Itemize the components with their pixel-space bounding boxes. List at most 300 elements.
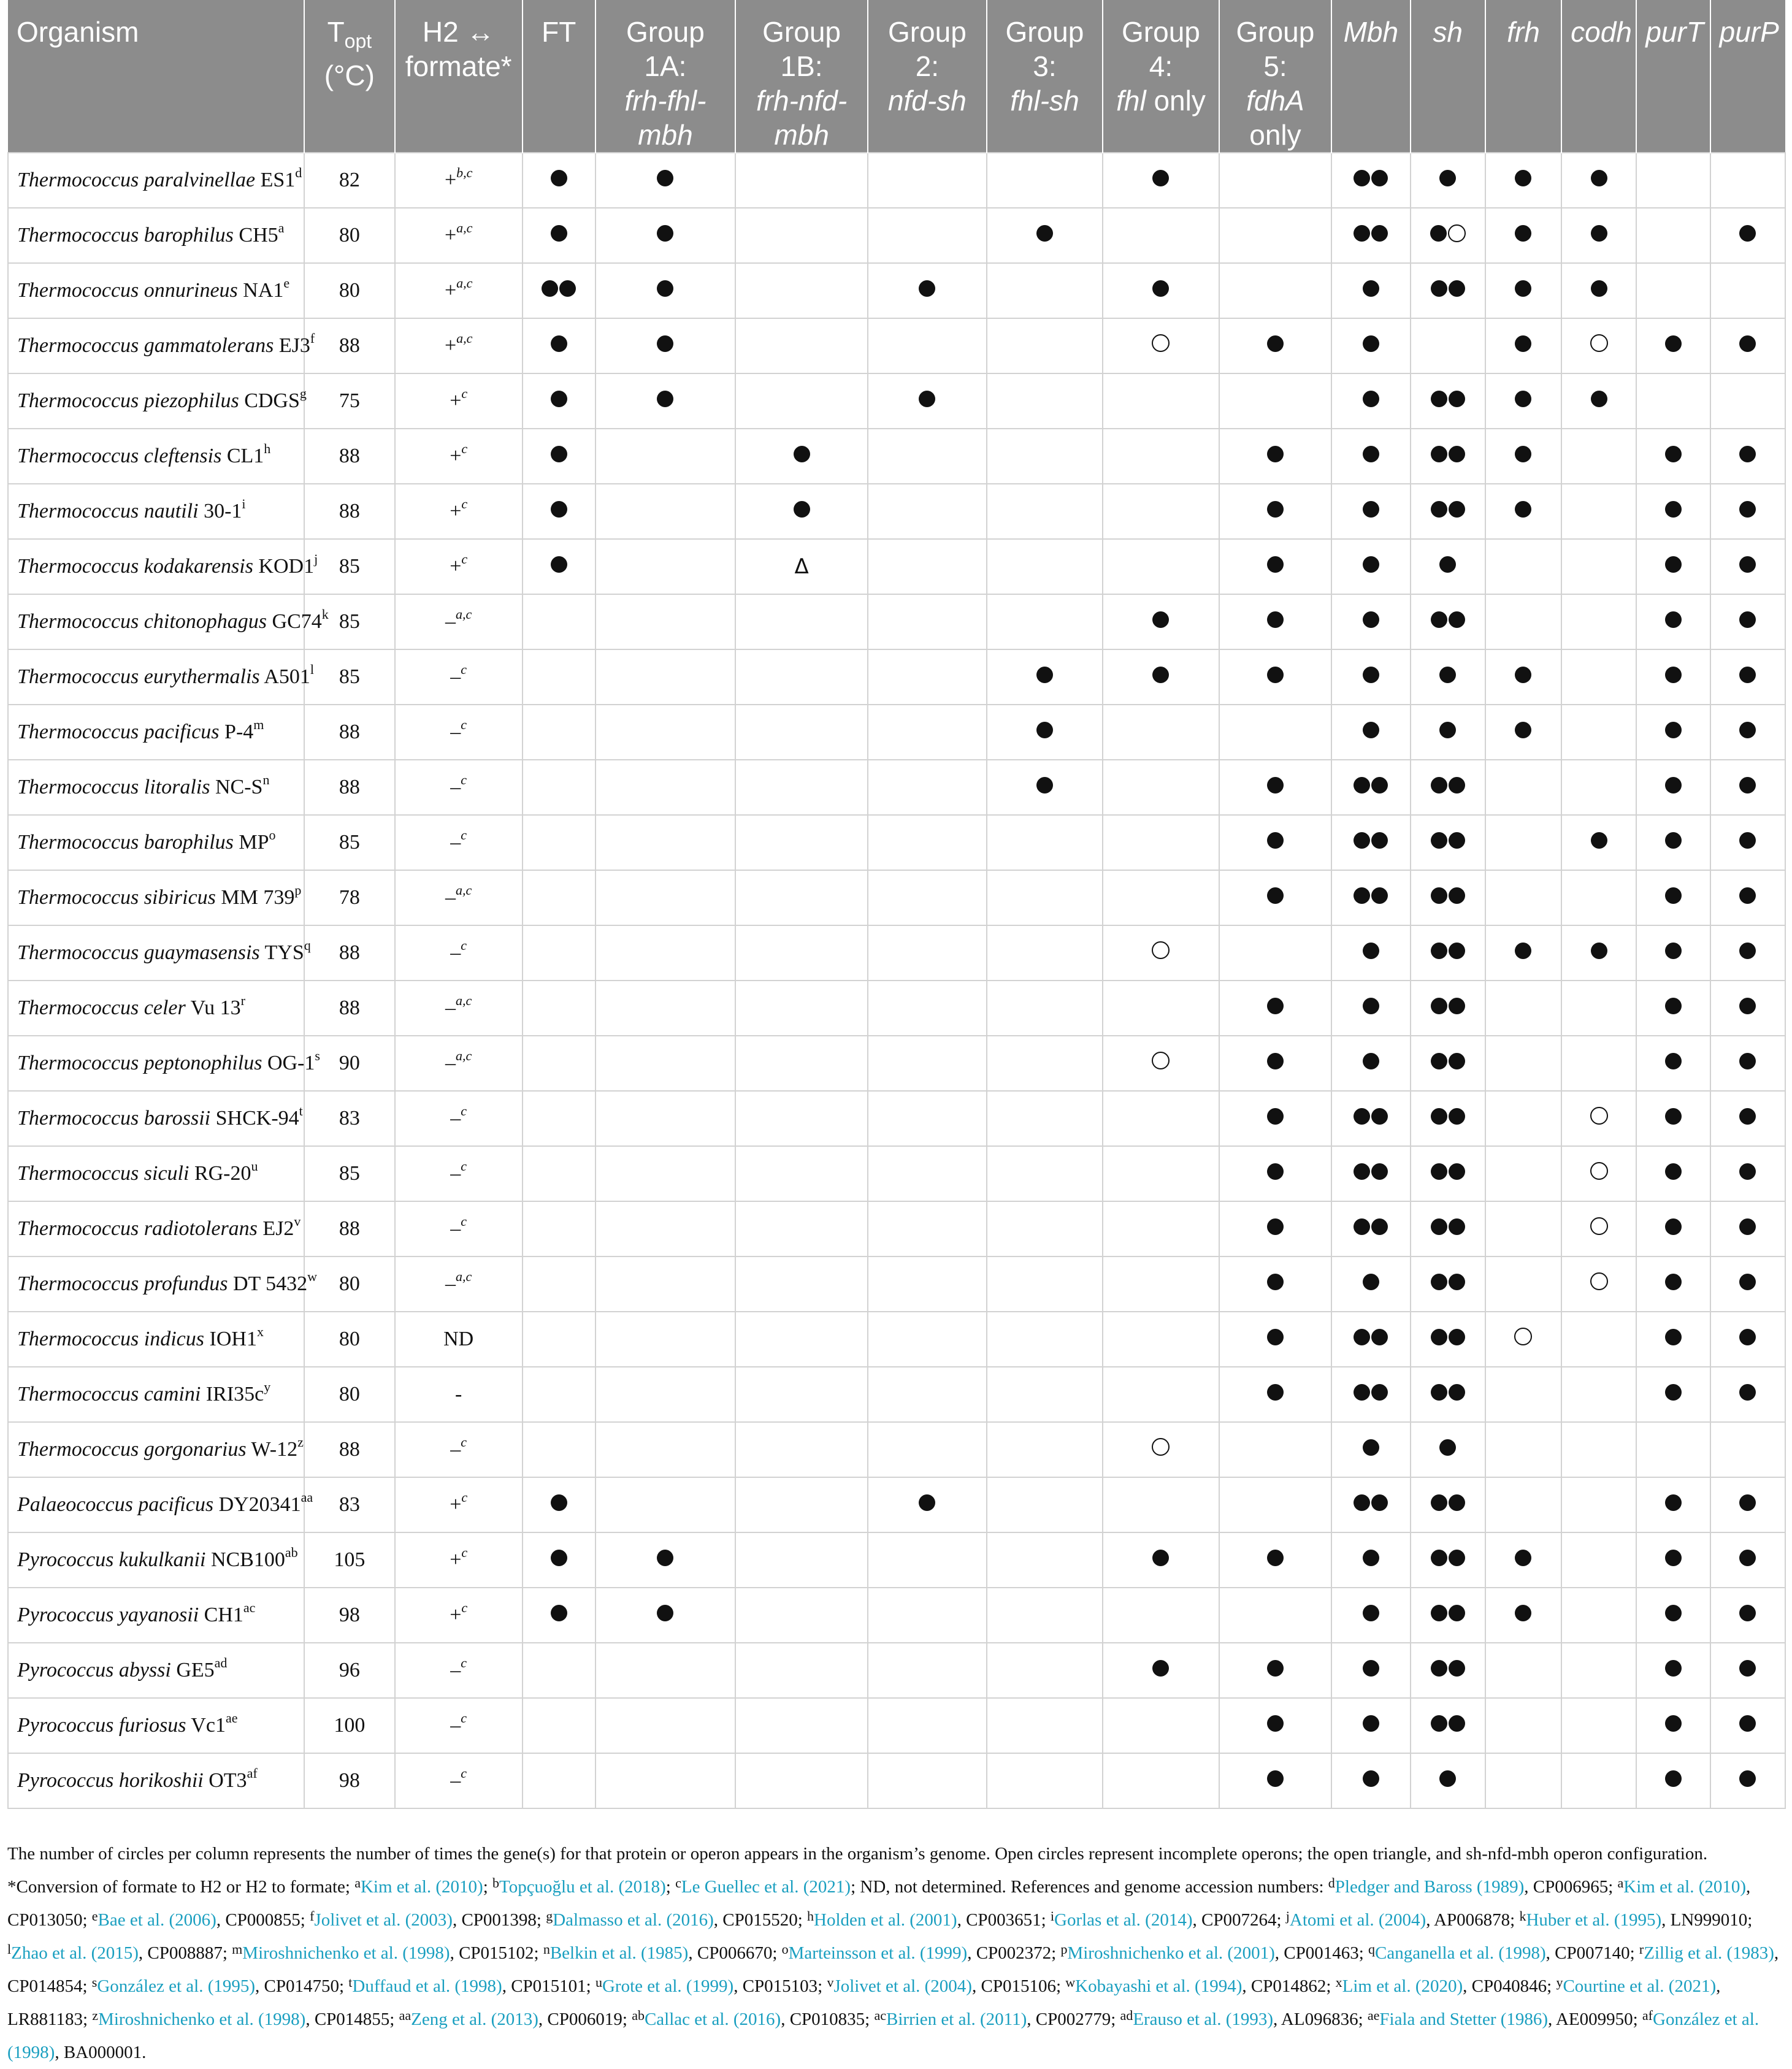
filled-circle-icon bbox=[551, 1550, 567, 1566]
reference-superscript: n bbox=[262, 772, 270, 787]
table-footnotes bbox=[7, 1837, 1783, 2069]
filled-circle-icon bbox=[1371, 1163, 1388, 1180]
cell-mbh bbox=[1331, 1477, 1410, 1532]
table-row bbox=[8, 594, 1785, 649]
marker-group bbox=[1354, 170, 1388, 186]
footnote-superscript: w bbox=[1065, 1975, 1076, 1990]
marker-group bbox=[794, 446, 810, 462]
organism-binomial: Thermococcus chitonophagus bbox=[17, 610, 267, 633]
marker-group bbox=[1665, 722, 1682, 738]
citation-link[interactable]: Lim et al. (2020) bbox=[1342, 1976, 1463, 1996]
reference-superscript: ab bbox=[285, 1545, 298, 1560]
footnote-text: , AP006878; bbox=[1426, 1910, 1520, 1930]
citation-link[interactable]: Jolivet et al. (2004) bbox=[833, 1976, 972, 1996]
cell-group-2 bbox=[868, 539, 987, 594]
conversion-superscript: c bbox=[461, 1103, 467, 1119]
cell-group-1b bbox=[735, 263, 868, 318]
filled-circle-icon bbox=[1267, 335, 1284, 352]
filled-circle-icon bbox=[1371, 1218, 1388, 1235]
cell-group-5 bbox=[1219, 208, 1331, 263]
filled-circle-icon bbox=[1515, 446, 1531, 462]
organism-binomial: Thermococcus indicus bbox=[17, 1328, 205, 1350]
reference-superscript: o bbox=[269, 827, 276, 843]
marker-group bbox=[1431, 611, 1465, 628]
cell-sh bbox=[1411, 1532, 1485, 1588]
filled-circle-icon bbox=[1515, 943, 1531, 959]
citation-link[interactable]: Kim et al. (2010) bbox=[360, 1877, 483, 1897]
marker-group bbox=[1665, 1053, 1682, 1069]
citation-link[interactable]: Topçuoğlu et al. (2018) bbox=[499, 1877, 666, 1897]
cell-group-1a bbox=[595, 429, 735, 484]
cell-group-1b bbox=[735, 1643, 868, 1698]
organism-cell bbox=[8, 1146, 304, 1201]
marker-group bbox=[657, 1605, 673, 1621]
footnote-text: , CP007264; bbox=[1192, 1910, 1286, 1930]
filled-circle-icon bbox=[1739, 1550, 1756, 1566]
cell-frh bbox=[1485, 594, 1561, 649]
header-row bbox=[8, 0, 1785, 153]
cell-mbh bbox=[1331, 373, 1410, 429]
organism-cell bbox=[8, 263, 304, 318]
cell-frh bbox=[1485, 870, 1561, 925]
cell-group-3 bbox=[987, 318, 1103, 373]
cell-purt bbox=[1636, 1091, 1710, 1146]
conversion-cell bbox=[395, 1643, 523, 1698]
filled-circle-icon bbox=[1591, 170, 1607, 186]
topt-cell: 88 bbox=[304, 981, 395, 1036]
conversion-value: – bbox=[445, 1272, 456, 1295]
table-row bbox=[8, 870, 1785, 925]
filled-circle-icon bbox=[1665, 611, 1682, 628]
cell-ft bbox=[523, 429, 595, 484]
citation-link[interactable]: Marteinsson et al. (1999) bbox=[788, 1943, 968, 1963]
filled-circle-icon bbox=[1665, 1494, 1682, 1511]
reference-superscript: ad bbox=[214, 1655, 228, 1670]
organism-binomial: Thermococcus barophilus bbox=[17, 224, 234, 247]
conversion-cell bbox=[395, 429, 523, 484]
cell-group-5 bbox=[1219, 1643, 1331, 1698]
cell-group-5 bbox=[1219, 153, 1331, 208]
cell-group-4 bbox=[1103, 1588, 1219, 1643]
table-row bbox=[8, 1036, 1785, 1091]
citation-link[interactable]: González et al. (1998) bbox=[7, 2010, 1759, 2062]
cell-group-1b bbox=[735, 1698, 868, 1753]
footnote-superscript: z bbox=[92, 2008, 99, 2023]
marker-group bbox=[1354, 777, 1388, 794]
citation-link[interactable]: Courtine et al. (2021) bbox=[1563, 1976, 1717, 1996]
citation-link[interactable]: Fiala and Stetter (1986) bbox=[1379, 2010, 1549, 2029]
conversion-value: + bbox=[450, 1604, 462, 1626]
cell-codh bbox=[1561, 981, 1636, 1036]
filled-circle-icon bbox=[1354, 1163, 1370, 1180]
cell-group-3 bbox=[987, 1146, 1103, 1201]
cell-purp bbox=[1710, 318, 1785, 373]
table-row bbox=[8, 373, 1785, 429]
organism-cell bbox=[8, 870, 304, 925]
citation-link[interactable]: Miroshnichenko et al. (1998) bbox=[98, 2010, 306, 2029]
cell-group-1a bbox=[595, 1201, 735, 1256]
cell-group-2 bbox=[868, 760, 987, 815]
cell-group-2 bbox=[868, 1146, 987, 1201]
conversion-value: – bbox=[450, 1769, 461, 1792]
citation-link[interactable]: Miroshnichenko et al. (2001) bbox=[1067, 1943, 1275, 1963]
filled-circle-icon bbox=[1515, 722, 1531, 738]
table-row bbox=[8, 925, 1785, 981]
footnote-superscript: v bbox=[827, 1975, 834, 1990]
marker-group bbox=[1431, 1550, 1465, 1566]
marker-group bbox=[1515, 225, 1531, 242]
filled-circle-icon bbox=[1363, 556, 1379, 573]
cell-group-1a bbox=[595, 1367, 735, 1422]
marker-group bbox=[1363, 1274, 1379, 1290]
citation-link[interactable]: Zillig et al. (1983) bbox=[1644, 1943, 1774, 1963]
cell-mbh bbox=[1331, 1146, 1410, 1201]
filled-circle-icon bbox=[1431, 1163, 1447, 1180]
conversion-cell bbox=[395, 1312, 523, 1367]
citation-link[interactable]: Belkin et al. (1985) bbox=[549, 1943, 689, 1963]
footnote-text: , LN999010; bbox=[1661, 1910, 1753, 1930]
filled-circle-icon bbox=[1363, 1274, 1379, 1290]
filled-circle-icon bbox=[1267, 446, 1284, 462]
marker-group bbox=[657, 391, 673, 407]
conversion-superscript: a,c bbox=[456, 275, 473, 291]
citation-link[interactable]: Kobayashi et al. (1994) bbox=[1075, 1976, 1243, 1996]
organism-cell bbox=[8, 318, 315, 373]
cell-mbh bbox=[1331, 1532, 1410, 1588]
cell-group-5 bbox=[1219, 1036, 1331, 1091]
citation-link[interactable]: Kim et al. (2010) bbox=[1623, 1877, 1747, 1897]
cell-purp bbox=[1710, 484, 1785, 539]
filled-circle-icon bbox=[1431, 611, 1447, 628]
cell-sh bbox=[1411, 1091, 1485, 1146]
cell-frh bbox=[1485, 760, 1561, 815]
cell-group-5 bbox=[1219, 649, 1331, 705]
cell-group-4 bbox=[1103, 373, 1219, 429]
footnote-superscript: e bbox=[91, 1908, 98, 1924]
cell-group-5 bbox=[1219, 981, 1331, 1036]
cell-purt bbox=[1636, 1146, 1710, 1201]
marker-group bbox=[1267, 446, 1284, 462]
filled-circle-icon bbox=[1739, 832, 1756, 849]
cell-purt bbox=[1636, 1643, 1710, 1698]
cell-group-1b bbox=[735, 760, 868, 815]
cell-purp bbox=[1710, 1477, 1785, 1532]
conversion-superscript: c bbox=[461, 1655, 467, 1670]
citation-link[interactable]: Holden et al. (2001) bbox=[814, 1910, 957, 1930]
citation-link[interactable]: Atomi et al. (2004) bbox=[1289, 1910, 1426, 1930]
marker-group bbox=[1515, 943, 1531, 959]
organism-strain: IRI35c bbox=[201, 1383, 264, 1405]
organism-binomial: Thermococcus cleftensis bbox=[17, 445, 222, 467]
marker-group bbox=[1739, 943, 1756, 959]
citation-link[interactable]: Miroshnichenko et al. (1998) bbox=[242, 1943, 450, 1963]
cell-frh bbox=[1485, 1091, 1561, 1146]
citation-link[interactable]: Bae et al. (2006) bbox=[98, 1910, 216, 1930]
cell-purp bbox=[1710, 1698, 1785, 1753]
marker-group bbox=[1431, 887, 1465, 904]
citation-link[interactable]: Zhao et al. (2015) bbox=[11, 1943, 139, 1963]
organism-strain: SHCK-94 bbox=[210, 1107, 299, 1130]
marker-group bbox=[1431, 501, 1465, 518]
filled-circle-icon bbox=[551, 170, 567, 186]
cell-group-3 bbox=[987, 208, 1103, 263]
filled-circle-icon bbox=[1267, 777, 1284, 794]
organism-cell bbox=[8, 760, 304, 815]
filled-circle-icon bbox=[1267, 667, 1284, 683]
footnote-superscript: ac bbox=[874, 2008, 887, 2023]
marker-group bbox=[1665, 1550, 1682, 1566]
citation-link[interactable]: Erauso et al. (1993) bbox=[1133, 2010, 1274, 2029]
citation-link[interactable]: Dalmasso et al. (2016) bbox=[553, 1910, 714, 1930]
filled-circle-icon bbox=[1665, 1108, 1682, 1125]
marker-group bbox=[1739, 777, 1756, 794]
citation-link[interactable]: Callac et al. (2016) bbox=[644, 2010, 781, 2029]
cell-group-4 bbox=[1103, 760, 1219, 815]
cell-group-5 bbox=[1219, 925, 1331, 981]
marker-group bbox=[1665, 611, 1682, 628]
cell-sh bbox=[1411, 925, 1485, 981]
conversion-value: – bbox=[445, 996, 456, 1019]
conversion-superscript: c bbox=[461, 1710, 467, 1726]
marker-group bbox=[1152, 611, 1169, 628]
cell-group-4 bbox=[1103, 1753, 1219, 1808]
marker-group bbox=[1739, 446, 1756, 462]
citation-link[interactable]: Zeng et al. (2013) bbox=[411, 2010, 538, 2029]
cell-group-2 bbox=[868, 1477, 987, 1532]
table-row bbox=[8, 1091, 1785, 1146]
citation-link[interactable]: Duffaud et al. (1998) bbox=[352, 1976, 502, 1996]
topt-cell: 98 bbox=[304, 1753, 395, 1808]
cell-group-1a bbox=[595, 649, 735, 705]
col-header-purp: purP bbox=[1710, 0, 1785, 153]
cell-codh bbox=[1561, 1532, 1636, 1588]
cell-sh bbox=[1411, 760, 1485, 815]
marker-group bbox=[1739, 1660, 1756, 1677]
marker-group bbox=[1152, 941, 1170, 959]
cell-group-5 bbox=[1219, 1753, 1331, 1808]
marker-group bbox=[1431, 1053, 1465, 1069]
marker-group bbox=[1739, 225, 1756, 242]
conversion-superscript: a,c bbox=[456, 993, 472, 1008]
filled-circle-icon bbox=[1665, 1218, 1682, 1235]
cell-purt bbox=[1636, 429, 1710, 484]
organism-binomial: Thermococcus pacificus bbox=[17, 721, 220, 743]
col-header-ft: FT bbox=[523, 0, 595, 153]
marker-group bbox=[551, 1605, 567, 1621]
table-row bbox=[8, 539, 1785, 594]
conversion-value: – bbox=[450, 1714, 461, 1737]
cell-purt bbox=[1636, 153, 1710, 208]
cell-group-1a bbox=[595, 1477, 735, 1532]
reference-superscript: aa bbox=[301, 1490, 313, 1505]
open-circle-icon bbox=[1152, 941, 1170, 959]
cell-group-4 bbox=[1103, 429, 1219, 484]
topt-cell: 85 bbox=[304, 539, 395, 594]
footnote-text: , CP001398; bbox=[452, 1910, 546, 1930]
col-header-group-3: Group 3: fhl-sh bbox=[987, 0, 1103, 153]
filled-circle-icon bbox=[1739, 943, 1756, 959]
cell-ft bbox=[523, 1036, 595, 1091]
filled-circle-icon bbox=[1449, 1550, 1465, 1566]
cell-purp bbox=[1710, 981, 1785, 1036]
cell-codh bbox=[1561, 1477, 1636, 1532]
table-row bbox=[8, 1753, 1785, 1808]
cell-mbh bbox=[1331, 760, 1410, 815]
marker-group bbox=[1267, 335, 1284, 352]
filled-circle-icon bbox=[1431, 1605, 1447, 1621]
cell-codh bbox=[1561, 1312, 1636, 1367]
filled-circle-icon bbox=[794, 446, 810, 462]
cell-purt bbox=[1636, 484, 1710, 539]
cell-frh bbox=[1485, 263, 1561, 318]
footnote-superscript: c bbox=[675, 1875, 681, 1891]
citation-link[interactable]: Le Guellec et al. (2021) bbox=[681, 1877, 851, 1897]
table-row bbox=[8, 263, 1785, 318]
marker-group bbox=[1036, 667, 1053, 683]
cell-codh bbox=[1561, 373, 1636, 429]
filled-circle-icon bbox=[1267, 1218, 1284, 1235]
topt-cell: 80 bbox=[304, 208, 395, 263]
reference-superscript: f bbox=[310, 331, 315, 346]
footnote-text: , CP015102; bbox=[450, 1943, 543, 1963]
cell-group-1a bbox=[595, 815, 735, 870]
organism-cell bbox=[8, 373, 307, 429]
marker-group bbox=[1267, 1108, 1284, 1125]
citation-link[interactable]: Jolivet et al. (2003) bbox=[314, 1910, 453, 1930]
cell-codh bbox=[1561, 705, 1636, 760]
marker-group bbox=[657, 225, 673, 242]
cell-group-5 bbox=[1219, 760, 1331, 815]
cell-codh bbox=[1561, 1643, 1636, 1698]
organism-strain: KOD1 bbox=[253, 555, 315, 578]
citation-link[interactable]: Huber et al. (1995) bbox=[1526, 1910, 1662, 1930]
cell-sh bbox=[1411, 1422, 1485, 1477]
organism-strain: Vu 13 bbox=[185, 996, 241, 1019]
organism-strain: Vc1 bbox=[186, 1714, 226, 1737]
marker-group bbox=[1739, 335, 1756, 352]
filled-circle-icon bbox=[1431, 501, 1447, 518]
cell-purt bbox=[1636, 760, 1710, 815]
citation-link[interactable]: González et al. (1995) bbox=[97, 1976, 256, 1996]
table-row bbox=[8, 705, 1785, 760]
table-body bbox=[8, 153, 1785, 1808]
marker-group bbox=[1354, 1494, 1388, 1511]
cell-mbh bbox=[1331, 1753, 1410, 1808]
filled-circle-icon bbox=[1152, 611, 1169, 628]
cell-group-3 bbox=[987, 1256, 1103, 1312]
marker-group bbox=[1363, 611, 1379, 628]
cell-purt bbox=[1636, 1201, 1710, 1256]
marker-group bbox=[1515, 446, 1531, 462]
filled-circle-icon bbox=[1665, 1715, 1682, 1732]
cell-frh bbox=[1485, 1256, 1561, 1312]
marker-group bbox=[1431, 943, 1465, 959]
conversion-superscript: c bbox=[461, 1490, 468, 1505]
cell-sh bbox=[1411, 705, 1485, 760]
filled-circle-icon bbox=[1449, 1053, 1465, 1069]
conversion-cell bbox=[395, 1146, 523, 1201]
organism-strain: CH5 bbox=[233, 224, 278, 247]
filled-circle-icon bbox=[1371, 777, 1388, 794]
conversion-cell bbox=[395, 263, 523, 318]
cell-ft bbox=[523, 373, 595, 429]
open-circle-icon bbox=[1152, 334, 1170, 352]
cell-mbh bbox=[1331, 1312, 1410, 1367]
marker-group bbox=[1363, 391, 1379, 407]
footnote-superscript: g bbox=[546, 1908, 553, 1924]
fhl-text: fhl bbox=[1116, 85, 1146, 117]
cell-frh bbox=[1485, 1312, 1561, 1367]
cell-group-1a bbox=[595, 705, 735, 760]
conversion-value: + bbox=[450, 389, 462, 412]
citation-link[interactable]: Pledger and Baross (1989) bbox=[1334, 1877, 1525, 1897]
reference-superscript: l bbox=[310, 662, 314, 677]
filled-circle-icon bbox=[1267, 1550, 1284, 1566]
marker-group bbox=[1665, 1660, 1682, 1677]
cell-codh bbox=[1561, 760, 1636, 815]
cell-mbh bbox=[1331, 263, 1410, 318]
cell-frh bbox=[1485, 1477, 1561, 1532]
citation-link[interactable]: Grote et al. (1999) bbox=[602, 1976, 734, 1996]
table-row bbox=[8, 484, 1785, 539]
citation-link[interactable]: Birrien et al. (2011) bbox=[886, 2010, 1027, 2029]
marker-group bbox=[1739, 1108, 1756, 1125]
footnote-legend: The number of circles per column represents the number of times the gene(s) for that protein or operon appears in the organism’s genome. Open circles represent incomplete operons; the open triangle, and sh-nfd-mbh operon configuration. bbox=[7, 1844, 1708, 1864]
organism-strain: NCB100 bbox=[205, 1548, 285, 1571]
cell-group-4 bbox=[1103, 1643, 1219, 1698]
marker-group bbox=[551, 225, 567, 242]
marker-group bbox=[1665, 1274, 1682, 1290]
cell-group-2 bbox=[868, 1643, 987, 1698]
footnote-superscript: r bbox=[1639, 1941, 1644, 1957]
cell-frh bbox=[1485, 153, 1561, 208]
cell-purt bbox=[1636, 1367, 1710, 1422]
marker-group bbox=[1267, 1660, 1284, 1677]
organism-cell bbox=[8, 1312, 304, 1367]
conversion-cell bbox=[395, 373, 523, 429]
cell-codh bbox=[1561, 1422, 1636, 1477]
cell-group-1a bbox=[595, 153, 735, 208]
cell-group-2 bbox=[868, 429, 987, 484]
footnote-superscript: f bbox=[310, 1908, 315, 1924]
cell-group-2 bbox=[868, 1588, 987, 1643]
marker-group bbox=[1354, 1218, 1388, 1235]
filled-circle-icon bbox=[1267, 1384, 1284, 1401]
cell-purp bbox=[1710, 870, 1785, 925]
topt-cell: 88 bbox=[304, 1201, 395, 1256]
marker-group bbox=[1514, 1328, 1532, 1345]
filled-circle-icon bbox=[1739, 1274, 1756, 1290]
filled-circle-icon bbox=[1739, 667, 1756, 683]
citation-link[interactable]: Canganella et al. (1998) bbox=[1375, 1943, 1546, 1963]
filled-circle-icon bbox=[1363, 280, 1379, 297]
marker-group bbox=[1515, 170, 1531, 186]
cell-group-4 bbox=[1103, 649, 1219, 705]
organism-strain: DT 5432 bbox=[228, 1272, 308, 1295]
citation-link[interactable]: Gorlas et al. (2014) bbox=[1054, 1910, 1193, 1930]
topt-cell: 96 bbox=[304, 1643, 395, 1698]
conversion-value: – bbox=[445, 610, 456, 633]
footnote-text: , CP000855; bbox=[216, 1910, 310, 1930]
cell-group-3 bbox=[987, 263, 1103, 318]
footnote-text: ; bbox=[665, 1877, 676, 1897]
marker-group bbox=[1431, 391, 1465, 407]
marker-group bbox=[551, 501, 567, 518]
reference-superscript: x bbox=[256, 1324, 264, 1339]
marker-group bbox=[1267, 611, 1284, 628]
marker-group bbox=[1739, 1329, 1756, 1345]
footnote-text: , CP002779; bbox=[1027, 2010, 1120, 2029]
